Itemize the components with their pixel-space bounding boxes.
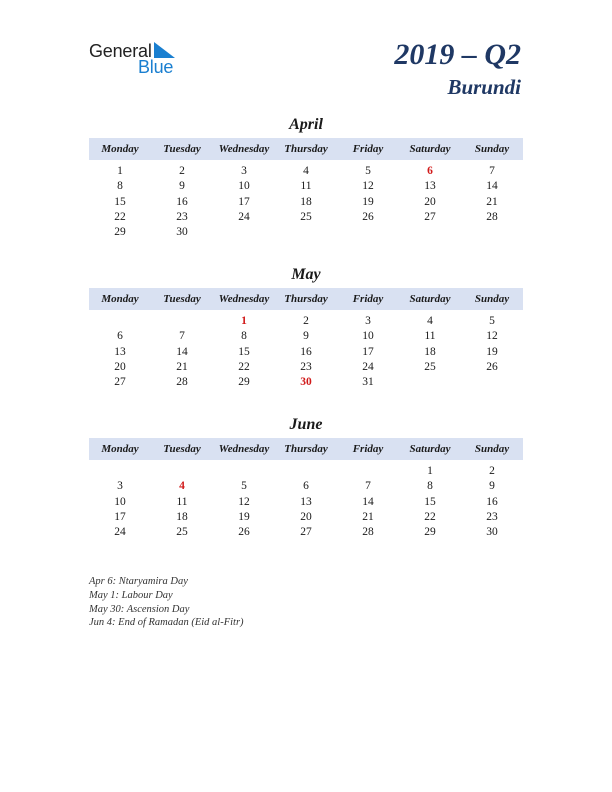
weekday-label: Thursday: [284, 143, 328, 155]
day-cell: 2: [179, 165, 185, 177]
day-cell: 29: [238, 376, 250, 389]
day-cell: 8: [427, 480, 433, 493]
weekday-label: Saturday: [409, 443, 451, 455]
week-row: [89, 179, 523, 194]
month-june: [89, 415, 523, 540]
month-april: [89, 115, 523, 240]
day-cell: 19: [362, 195, 374, 208]
holiday-note: May 1: Labour Day: [89, 589, 173, 601]
day-cell: 8: [241, 330, 247, 343]
day-cell: 27: [300, 526, 312, 539]
day-cell: 9: [489, 480, 495, 493]
day-cell: 28: [486, 210, 498, 223]
empty-day-cell: [89, 464, 151, 479]
empty-day-cell: [275, 464, 337, 479]
day-cell: 10: [238, 180, 250, 193]
day-cell: 4: [303, 165, 309, 177]
weekday-label: Sunday: [474, 293, 510, 305]
day-cell: 20: [424, 195, 436, 208]
day-cell: 30: [176, 226, 188, 239]
day-cell: 19: [238, 510, 250, 523]
day-cell: 20: [300, 510, 312, 523]
day-cell: 5: [365, 165, 371, 177]
day-cell: 23: [176, 210, 188, 223]
day-cell: 21: [176, 360, 188, 373]
day-cell: 12: [486, 330, 498, 343]
week-row: [89, 210, 523, 225]
day-cell: 2: [489, 465, 495, 477]
page-subtitle: Burundi: [447, 75, 521, 99]
day-cell: 11: [424, 330, 436, 343]
day-cell: 28: [362, 526, 374, 539]
day-cell: 27: [424, 210, 436, 223]
day-cell: 3: [365, 315, 371, 327]
day-cell: 28: [176, 376, 188, 389]
weekday-label: Monday: [101, 143, 139, 155]
day-cell: 18: [300, 195, 312, 208]
day-cell: 29: [424, 526, 436, 539]
weekday-label: Monday: [101, 443, 139, 455]
empty-day-cell: [461, 225, 523, 240]
holiday-note: May 30: Ascension Day: [89, 603, 190, 615]
day-cell: 22: [114, 210, 126, 223]
month-name: May: [291, 266, 321, 283]
empty-day-cell: [213, 464, 275, 479]
day-cell: 11: [300, 180, 312, 193]
holiday-note: Apr 6: Ntaryamira Day: [89, 576, 188, 587]
day-cell: 30: [486, 526, 498, 539]
empty-day-cell: [461, 375, 523, 390]
week-row: [89, 510, 523, 525]
month-may: [89, 265, 523, 390]
weekday-header: [89, 138, 523, 160]
day-cell: 1: [427, 465, 433, 477]
week-row: [89, 479, 523, 494]
day-cell: 11: [176, 495, 188, 508]
weekday-label: Thursday: [284, 443, 328, 455]
day-cell: 13: [114, 345, 126, 358]
day-cell: 14: [176, 345, 188, 358]
day-cell: 9: [179, 180, 185, 193]
week-row: [89, 329, 523, 344]
empty-day-cell: [89, 314, 151, 329]
weekday-label: Tuesday: [163, 293, 201, 305]
week-row: [89, 464, 523, 479]
weekday-label: Thursday: [284, 293, 328, 305]
holiday-day-cell: 1: [241, 315, 247, 327]
holiday-note: Jun 4: End of Ramadan (Eid al-Fitr): [89, 617, 244, 629]
day-cell: 17: [238, 195, 250, 208]
day-cell: 5: [489, 315, 495, 327]
day-cell: 4: [427, 315, 433, 327]
day-cell: 12: [362, 180, 374, 193]
logo-word-general: General: [89, 41, 152, 61]
holiday-notes: [89, 575, 244, 630]
day-cell: 2: [303, 315, 309, 327]
day-cell: 25: [424, 360, 436, 373]
day-cell: 6: [117, 330, 123, 343]
day-cell: 26: [486, 360, 498, 373]
day-cell: 8: [117, 180, 123, 193]
day-cell: 18: [424, 345, 436, 358]
month-name: June: [289, 416, 323, 433]
day-cell: 23: [300, 360, 312, 373]
day-cell: 14: [486, 180, 498, 193]
weekday-label: Wednesday: [218, 443, 270, 455]
day-cell: 3: [117, 480, 123, 493]
weekday-label: Monday: [101, 293, 139, 305]
day-cell: 23: [486, 510, 498, 523]
day-cell: 7: [365, 480, 371, 493]
weekday-header: [89, 288, 523, 310]
empty-day-cell: [399, 375, 461, 390]
day-cell: 25: [300, 210, 312, 223]
day-cell: 22: [238, 360, 250, 373]
day-cell: 22: [424, 510, 436, 523]
day-cell: 10: [362, 330, 374, 343]
week-row: [89, 195, 523, 210]
empty-day-cell: [337, 225, 399, 240]
weekday-label: Wednesday: [218, 293, 270, 305]
week-row: [89, 164, 523, 179]
day-cell: 26: [362, 210, 374, 223]
day-cell: 21: [486, 195, 498, 208]
day-cell: 7: [179, 330, 185, 343]
day-cell: 21: [362, 510, 374, 523]
day-cell: 25: [176, 526, 188, 539]
day-cell: 6: [303, 480, 309, 493]
day-cell: 19: [486, 345, 498, 358]
weekday-label: Friday: [352, 443, 384, 455]
day-cell: 7: [489, 165, 495, 177]
day-cell: 31: [362, 376, 374, 389]
day-cell: 17: [114, 510, 126, 523]
day-cell: 1: [117, 165, 123, 177]
day-cell: 24: [238, 210, 250, 223]
logo: [89, 40, 189, 80]
week-row: [89, 525, 523, 540]
empty-day-cell: [213, 225, 275, 240]
weekday-label: Saturday: [409, 143, 451, 155]
weekday-label: Sunday: [474, 443, 510, 455]
empty-day-cell: [275, 225, 337, 240]
day-cell: 24: [114, 526, 126, 539]
day-cell: 29: [114, 226, 126, 239]
weekday-label: Friday: [352, 293, 384, 305]
weekday-label: Saturday: [409, 293, 451, 305]
holiday-day-cell: 6: [427, 165, 433, 177]
week-row: [89, 375, 523, 390]
day-cell: 9: [303, 330, 309, 343]
day-cell: 12: [238, 495, 250, 508]
empty-day-cell: [151, 314, 213, 329]
week-row: [89, 345, 523, 360]
day-cell: 14: [362, 495, 374, 508]
weekday-label: Sunday: [474, 143, 510, 155]
day-cell: 15: [424, 495, 436, 508]
day-cell: 3: [241, 165, 247, 177]
day-cell: 26: [238, 526, 250, 539]
day-cell: 20: [114, 360, 126, 373]
holiday-day-cell: 4: [179, 480, 185, 493]
empty-day-cell: [399, 225, 461, 240]
day-cell: 18: [176, 510, 188, 523]
weekday-header: [89, 438, 523, 460]
week-row: [89, 495, 523, 510]
empty-day-cell: [337, 464, 399, 479]
day-cell: 13: [424, 180, 436, 193]
page-title: 2019 – Q2: [394, 38, 521, 71]
day-cell: 16: [486, 495, 498, 508]
day-cell: 13: [300, 495, 312, 508]
week-row: [89, 314, 523, 329]
day-cell: 16: [300, 345, 312, 358]
weekday-label: Friday: [352, 143, 384, 155]
week-row: [89, 360, 523, 375]
day-cell: 15: [238, 345, 250, 358]
day-cell: 17: [362, 345, 374, 358]
day-cell: 10: [114, 495, 126, 508]
day-cell: 27: [114, 376, 126, 389]
weekday-label: Tuesday: [163, 143, 201, 155]
day-cell: 24: [362, 360, 374, 373]
day-cell: 5: [241, 480, 247, 493]
month-name: April: [289, 116, 323, 133]
empty-day-cell: [151, 464, 213, 479]
weekday-label: Wednesday: [218, 143, 270, 155]
logo-word-blue: Blue: [138, 57, 174, 77]
weekday-label: Tuesday: [163, 443, 201, 455]
day-cell: 16: [176, 195, 188, 208]
week-row: [89, 225, 523, 240]
holiday-day-cell: 30: [300, 376, 312, 389]
day-cell: 15: [114, 195, 126, 208]
